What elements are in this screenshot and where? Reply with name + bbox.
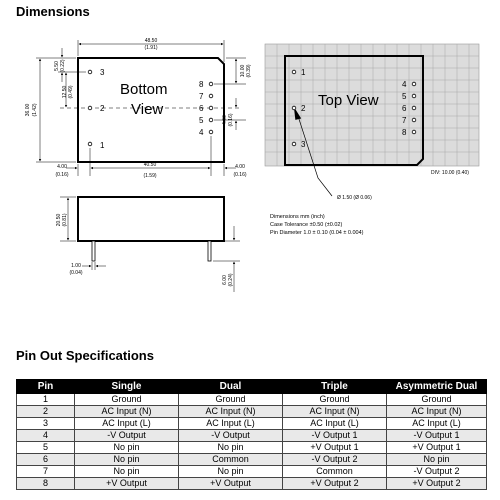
pin-number: 2 (301, 104, 306, 113)
pin-number: 4 (199, 128, 204, 137)
pin-dia-dim-mm: 1.00 (71, 263, 81, 269)
table-cell: 1 (17, 394, 75, 406)
table-cell: Ground (75, 394, 179, 406)
pin-number: 5 (402, 92, 407, 101)
bottom-view-label-line2: View (131, 101, 164, 118)
right-top-dim-in: (0.39) (246, 64, 252, 78)
table-cell: AC Input (L) (283, 418, 387, 430)
pin-hole (209, 94, 213, 98)
table-row (17, 394, 487, 406)
note-line: Case Tolerance ±0.50 (±0.02) (270, 222, 343, 228)
pin-len-dim-in: (0.24) (228, 273, 234, 287)
table-cell: +V Output 1 (283, 442, 387, 454)
pinout-title: Pin Out Specifications (16, 348, 154, 363)
bottom-view-label-line1: Bottom (120, 81, 168, 98)
table-cell: 8 (17, 478, 75, 490)
dimension-notes (270, 214, 364, 236)
dimensions-title: Dimensions (16, 4, 90, 19)
table-header-row (17, 380, 487, 394)
table-cell: 2 (17, 406, 75, 418)
pin-number: 6 (199, 104, 204, 113)
right-pitch-dim-in: (0.16) (228, 113, 234, 127)
top-gap-dim-mm: 5.50 (54, 61, 60, 71)
pin-hole (412, 130, 416, 134)
pin-hole (292, 106, 296, 110)
note-line: Dimensions mm (inch) (270, 214, 325, 220)
height-dim-mm: 36.00 (25, 103, 31, 117)
pin-number: 7 (402, 116, 407, 125)
pin-number: 2 (100, 104, 105, 113)
table-cell: No pin (75, 454, 179, 466)
pin-hole (292, 142, 296, 146)
table-cell: AC Input (L) (75, 418, 179, 430)
table-row (17, 454, 487, 466)
side-view-pin (208, 241, 211, 261)
pin-hole (88, 142, 92, 146)
table-row (17, 442, 487, 454)
width-dim-in: (1.91) (144, 45, 158, 51)
table-cell: +V Output (179, 478, 283, 490)
side-view (56, 197, 240, 292)
pin-len-dim-mm: 6.00 (222, 275, 228, 285)
side-height-dim-in: (0.81) (62, 213, 68, 227)
left-edge-dim-in: (0.16) (55, 172, 69, 178)
pin-number: 5 (199, 116, 204, 125)
bottom-view (25, 38, 252, 179)
table-cell: +V Output 2 (387, 478, 487, 490)
table-cell: -V Output 1 (387, 430, 487, 442)
pin-number: 6 (402, 104, 407, 113)
table-row (17, 478, 487, 490)
column-header-asymmetric-dual: Asymmetric Dual (387, 380, 487, 394)
table-cell: Ground (179, 394, 283, 406)
table-cell: Common (283, 466, 387, 478)
pin-hole (412, 118, 416, 122)
pin-callout-text: Ø 1.50 (Ø 0.06) (337, 195, 372, 201)
right-edge-dim-mm: 4.00 (235, 164, 245, 170)
side-view-pin (92, 241, 95, 261)
width-dim-mm: 48.50 (144, 38, 158, 44)
table-cell: 7 (17, 466, 75, 478)
pin-number: 8 (402, 128, 407, 137)
pin-hole (209, 118, 213, 122)
table-cell: Ground (387, 394, 487, 406)
table-row (17, 430, 487, 442)
pin-dia-dim-in: (0.04) (69, 270, 83, 276)
div-note: DIV: 10.00 (0.40) (431, 170, 469, 176)
column-header-dual: Dual (179, 380, 283, 394)
pin-number: 3 (100, 68, 105, 77)
table-cell: No pin (75, 466, 179, 478)
column-header-single: Single (75, 380, 179, 394)
column-header-pin: Pin (17, 380, 75, 394)
pin-number: 1 (301, 68, 306, 77)
top-view-label: Top View (318, 92, 379, 109)
pin-hole (412, 82, 416, 86)
table-cell: AC Input (N) (179, 406, 283, 418)
pin-hole (209, 106, 213, 110)
pin-number: 3 (301, 140, 306, 149)
table-cell: No pin (75, 442, 179, 454)
pin-number: 1 (100, 141, 105, 150)
top-view (265, 44, 479, 201)
table-cell: 4 (17, 430, 75, 442)
table-cell: Common (179, 454, 283, 466)
right-edge-dim-in: (0.16) (233, 172, 247, 178)
table-cell: Ground (283, 394, 387, 406)
pin-hole (88, 70, 92, 74)
pin-number: 8 (199, 80, 204, 89)
table-cell: No pin (179, 466, 283, 478)
pinout-table (16, 379, 487, 490)
table-cell: +V Output 1 (387, 442, 487, 454)
table-cell: +V Output 2 (283, 478, 387, 490)
pin-row-dim-in: (1.59) (143, 173, 157, 179)
table-row (17, 418, 487, 430)
table-row (17, 406, 487, 418)
pin-pitch-dim-mm: 12.50 (62, 85, 68, 99)
side-height-dim-mm: 20.50 (56, 213, 62, 227)
right-top-dim-mm: 10.00 (240, 64, 246, 78)
table-cell: AC Input (N) (387, 406, 487, 418)
pin-hole (88, 106, 92, 110)
table-cell: 6 (17, 454, 75, 466)
pin-hole (412, 94, 416, 98)
note-line: Pin Diameter 1.0 ± 0.10 (0.04 ± 0.004) (270, 230, 364, 236)
pin-row-dim-mm: 40.50 (143, 162, 157, 168)
pin-hole (412, 106, 416, 110)
pin-number: 4 (402, 80, 407, 89)
left-edge-dim-mm: 4.00 (57, 164, 67, 170)
table-cell: -V Output 1 (283, 430, 387, 442)
side-view-outline (78, 197, 224, 241)
pin-hole (209, 82, 213, 86)
table-cell: -V Output (75, 430, 179, 442)
table-cell: AC Input (N) (75, 406, 179, 418)
pin-pitch-dim-in: (0.49) (68, 85, 74, 99)
pin-number: 7 (199, 92, 204, 101)
table-cell: AC Input (L) (387, 418, 487, 430)
table-cell: -V Output 2 (283, 454, 387, 466)
table-cell: 3 (17, 418, 75, 430)
table-cell: AC Input (N) (283, 406, 387, 418)
pin-hole (209, 130, 213, 134)
table-cell: No pin (387, 454, 487, 466)
right-pitch-dim-mm: 4.00 (222, 115, 228, 125)
column-header-triple: Triple (283, 380, 387, 394)
table-cell: 5 (17, 442, 75, 454)
table-cell: AC Input (L) (179, 418, 283, 430)
table-cell: -V Output (179, 430, 283, 442)
table-cell: +V Output (75, 478, 179, 490)
table-cell: No pin (179, 442, 283, 454)
height-dim-in: (1.42) (32, 103, 38, 117)
top-gap-dim-in: (0.22) (60, 59, 66, 73)
table-row (17, 466, 487, 478)
pin-hole (292, 70, 296, 74)
table-cell: -V Output 2 (387, 466, 487, 478)
